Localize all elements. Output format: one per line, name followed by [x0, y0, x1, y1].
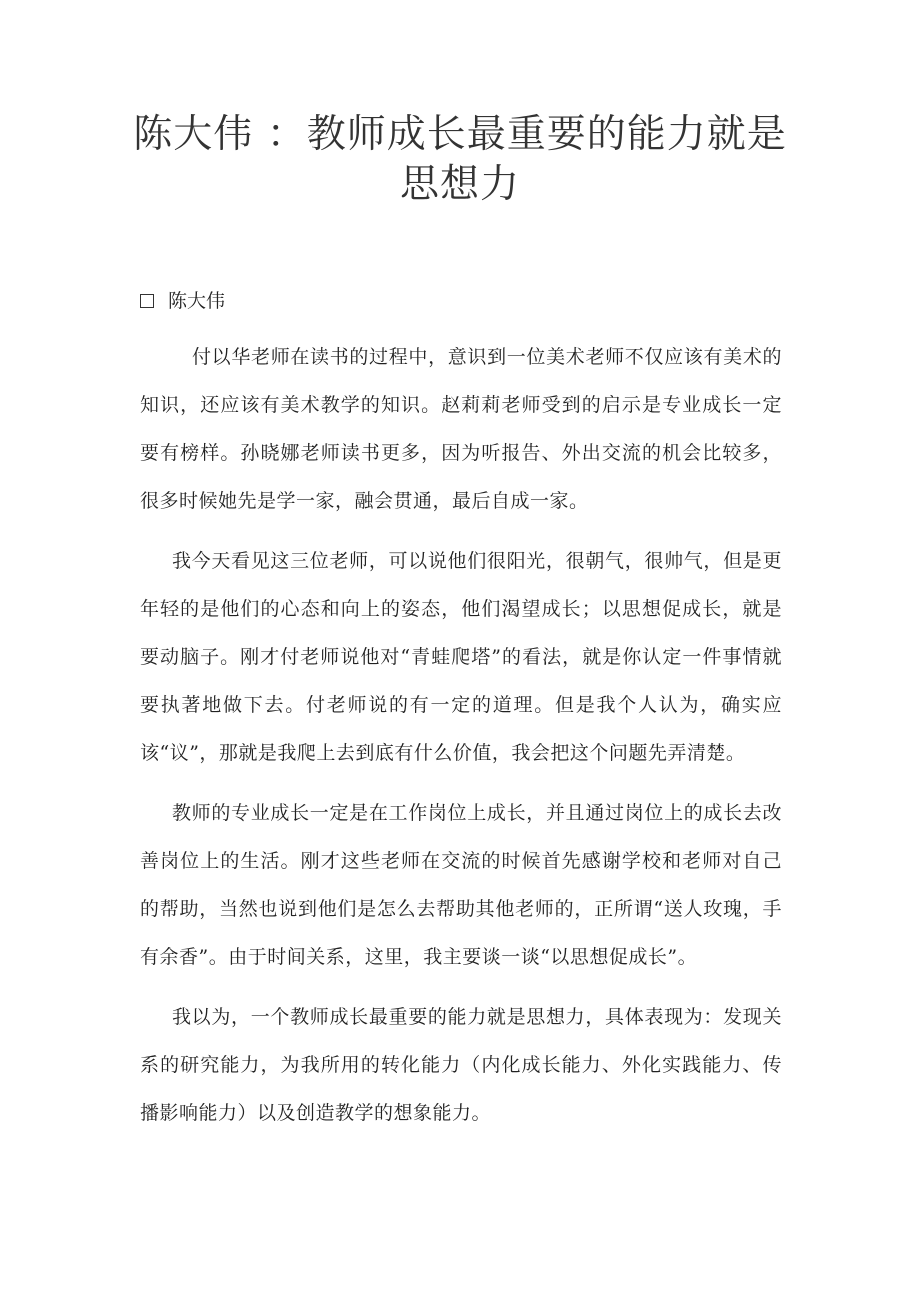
- paragraph-3: 教师的专业成长一定是在工作岗位上成长，并且通过岗位上的成长去改善岗位上的生活。刚才这些老师在交流的时候首先感谢学校和老师对自己的帮助，当然也说到他们是怎么去帮助其他老师的，正所谓“送人玫瑰，手有余香”。由于时间关系，这里，我主要谈一谈“以思想促成长”。: [140, 802, 782, 968]
- paragraph-2: 我今天看见这三位老师，可以说他们很阳光，很朝气，很帅气，但是更年轻的是他们的心态和向上的姿态，他们渴望成长；以思想促成长，就是要动脑子。刚才付老师说他对“青蛙爬塔”的看法，就是你认定一件事情就要执著地做下去。付老师说的有一定的道理。但是我个人认为，确实应该“议”，那就是我爬上去到底有什么价值，我会把这个问题先弄清楚。: [140, 550, 782, 764]
- article-body: [140, 333, 782, 1149]
- author-line: [140, 286, 225, 316]
- author-name: 陈大伟: [168, 290, 226, 312]
- paragraph-4: 我以为，一个教师成长最重要的能力就是思想力，具体表现为：发现关系的研究能力，为我所用的转化能力（内化成长能力、外化实践能力、传播影响能力）以及创造教学的想象能力。: [140, 1006, 782, 1124]
- paragraph-1: 付以华老师在读书的过程中，意识到一位美术老师不仅应该有美术的知识，还应该有美术教学的知识。赵莉莉老师受到的启示是专业成长一定要有榜样。孙晓娜老师读书更多，因为听报告、外出交流的机会比较多，很多时候她先是学一家，融会贯通，最后自成一家。: [140, 346, 782, 512]
- document-title: 陈大伟 ：教师成长最重要的能力就是思想力: [133, 112, 787, 207]
- checkbox-square-icon: [140, 294, 154, 308]
